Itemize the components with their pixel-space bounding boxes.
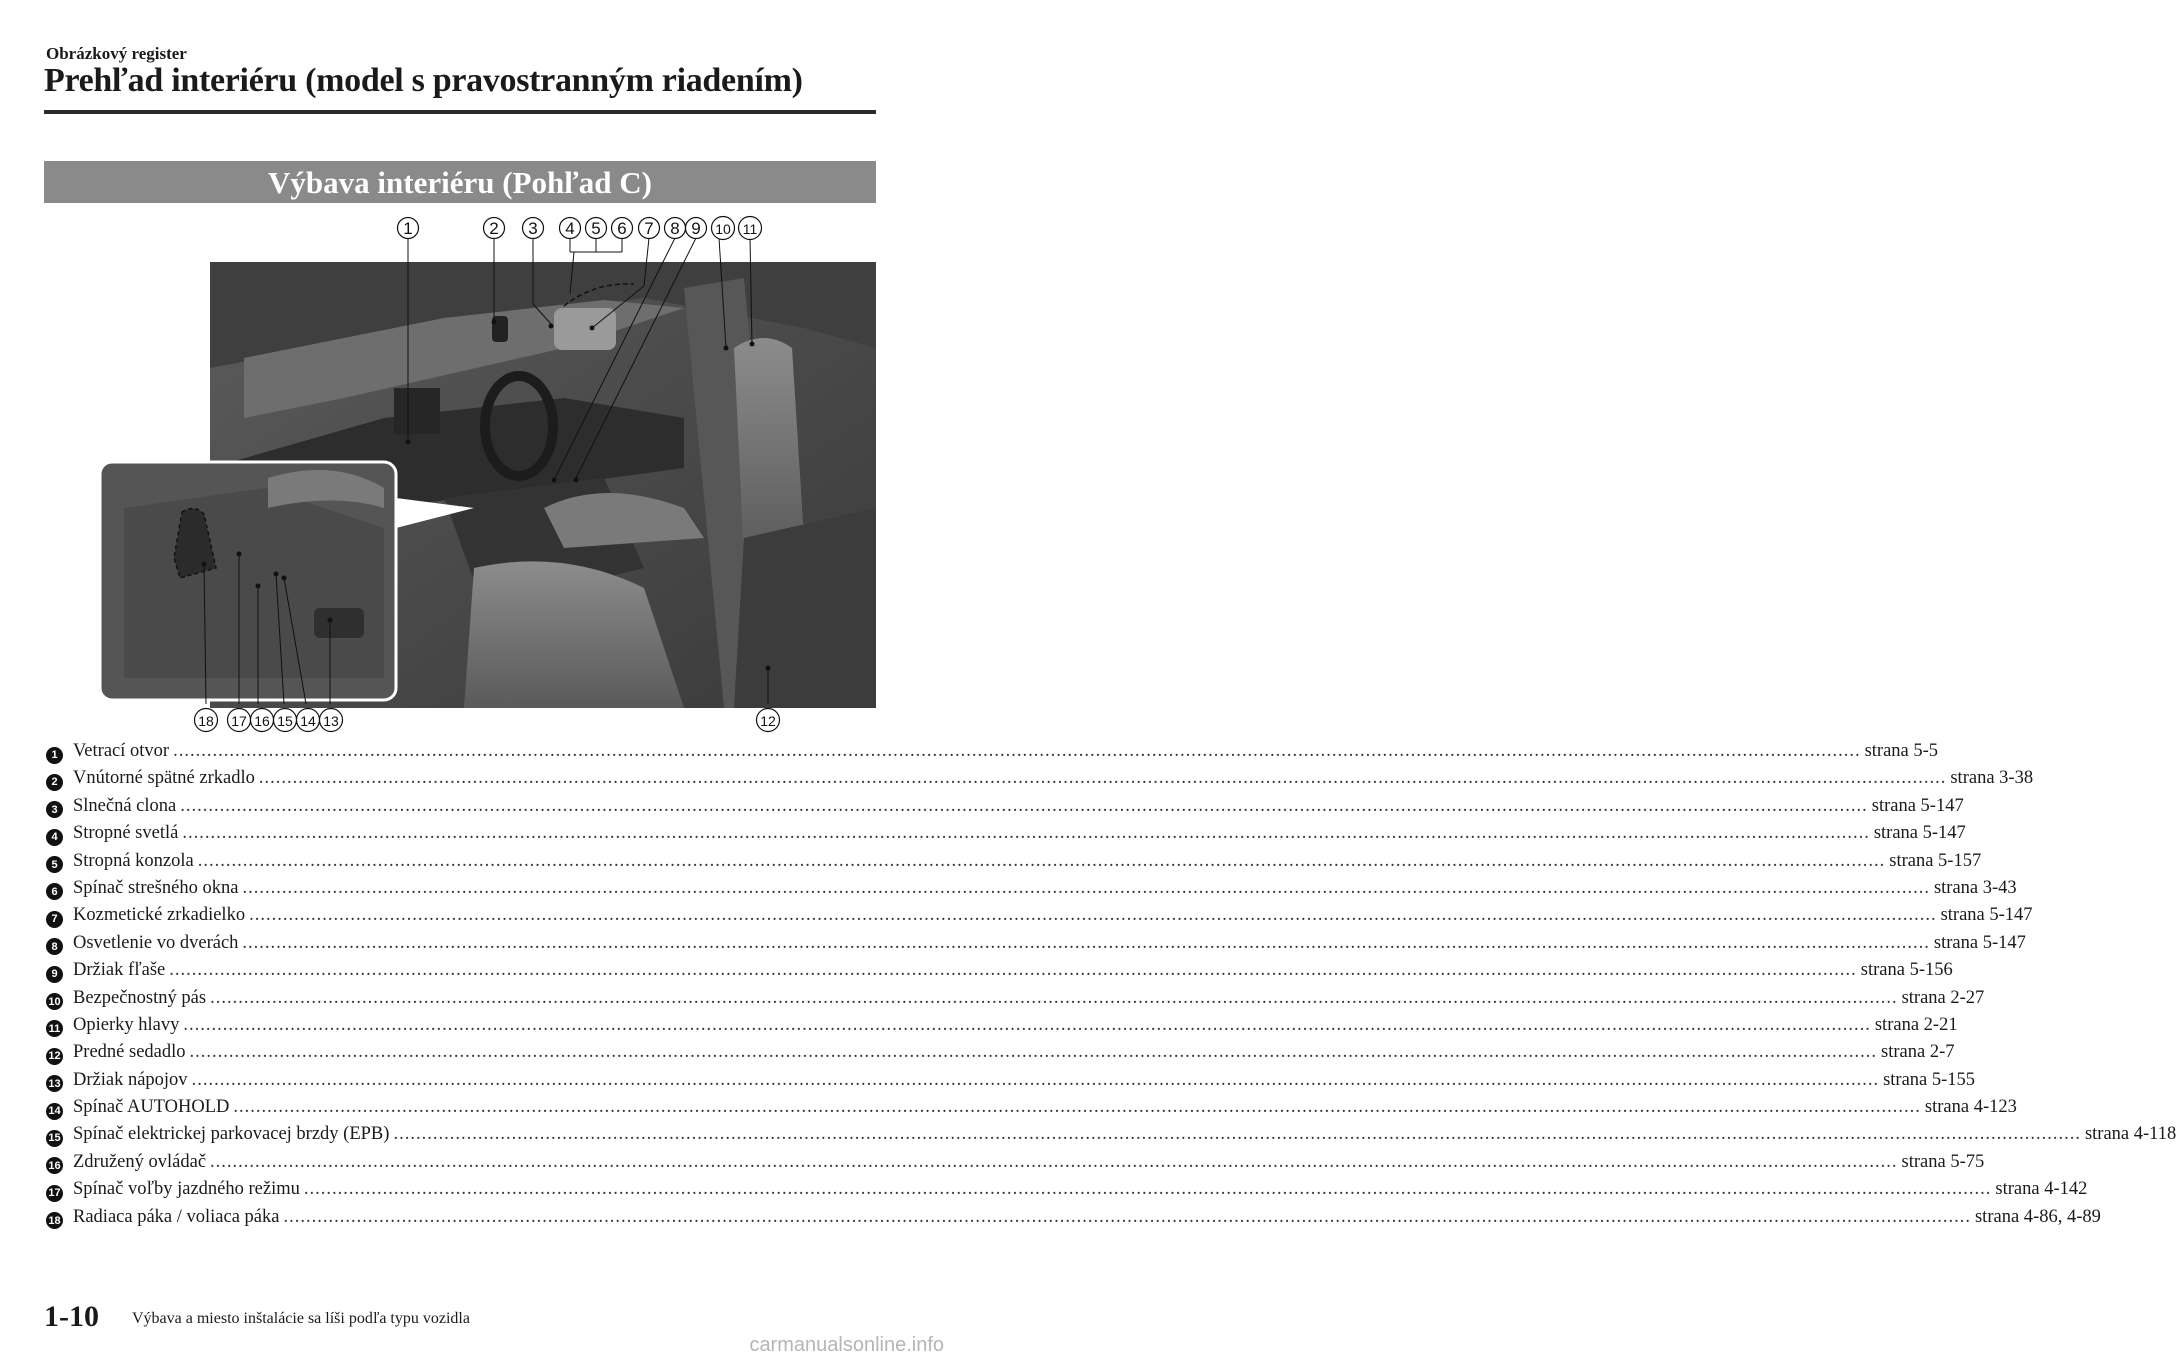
item-label: Držiak fľaše [73,960,166,981]
item-page-ref: strana 5-75 [1901,1151,1985,1172]
svg-text:8: 8 [670,219,680,238]
item-number-badge: 4 [46,829,63,846]
item-page-ref: strana 5-147 [1940,905,2033,926]
callout-9 [686,218,707,239]
dot-leader: ............................................................................................................................................................................................................................................................................................................ [169,960,1857,981]
callout-12 [757,709,780,732]
dot-leader: ............................................................................................................................................................................................................................................................................................................ [303,1179,1992,1200]
list-item [46,960,1953,987]
item-page-ref: strana 4-123 [1924,1097,2017,1118]
list-item [46,1151,1985,1179]
callout-8 [665,218,686,239]
dot-leader: ............................................................................................................................................................................................................................................................................................................ [189,1042,1878,1063]
svg-text:9: 9 [691,219,701,238]
item-label: Radiaca páka / voliaca páka [73,1206,280,1227]
callout-14 [297,709,320,732]
dot-leader: ............................................................................................................................................................................................................................................................................................................ [183,1014,1871,1035]
item-number-badge: 18 [46,1212,63,1229]
dot-leader: ............................................................................................................................................................................................................................................................................................................ [180,795,1868,816]
item-label: Stropná konzola [73,850,194,871]
front-seat-side [734,508,876,708]
item-number-badge: 9 [46,966,63,983]
page-number: 1-10 [44,1300,99,1333]
item-page-ref: strana 3-38 [1950,768,2034,789]
dot-leader: ............................................................................................................................................................................................................................................................................................................ [210,987,1898,1008]
interior-figure [44,208,876,738]
list-item [46,1042,1955,1069]
interior-illustration [44,208,876,738]
callout-16 [251,709,274,732]
callout-7 [639,218,660,239]
item-page-ref: strana 5-147 [1871,795,1964,816]
item-page-ref: strana 2-21 [1874,1014,1958,1035]
item-label: Osvetlenie vo dverách [73,932,239,953]
inset-console-surface [124,488,384,678]
callout-15 [274,709,297,732]
item-number-badge: 2 [46,774,63,791]
svg-text:17: 17 [231,713,247,729]
footer-note: Výbava a miesto inštalácie sa líši podľa typu vozidla [132,1310,470,1327]
sun-visor [554,308,616,350]
item-number-badge: 5 [46,856,63,873]
item-page-ref: strana 5-5 [1864,741,1939,761]
bottom-callouts [195,709,780,732]
item-number-badge: 17 [46,1185,63,1202]
callout-17 [228,709,251,732]
svg-text:14: 14 [300,713,316,729]
item-label: Kozmetické zrkadielko [73,905,246,926]
svg-text:4: 4 [565,219,575,238]
item-number-badge: 16 [46,1157,63,1174]
item-page-ref: strana 5-147 [1873,823,1966,844]
list-item [46,1069,1976,1097]
svg-text:12: 12 [760,713,776,729]
item-page-ref: strana 4-142 [1995,1179,2088,1200]
item-number-badge: 12 [46,1048,63,1065]
svg-text:15: 15 [277,713,293,729]
item-label: Držiak nápojov [73,1069,188,1090]
callout-4 [560,218,581,239]
list-item [46,932,2026,960]
callout-18 [195,709,218,732]
list-item [46,905,2033,932]
svg-text:18: 18 [198,713,214,729]
item-number-badge: 15 [46,1130,63,1147]
callout-11 [739,217,762,240]
center-display [394,388,440,434]
item-number-badge: 3 [46,801,63,818]
svg-text:7: 7 [644,219,654,238]
list-item [46,1014,1958,1042]
item-page-ref: strana 5-147 [1933,932,2026,953]
item-number-badge: 7 [46,911,63,928]
callout-3 [523,218,544,239]
dot-leader: ............................................................................................................................................................................................................................................................................................................ [210,1151,1898,1172]
item-label: Predné sedadlo [73,1042,186,1063]
item-page-ref: strana 2-27 [1901,987,1985,1008]
watermark: carmanualsonline.info [749,1334,944,1356]
list-item [46,1206,2101,1234]
item-page-ref: strana 5-157 [1889,850,1982,871]
dot-leader: ............................................................................................................................................................................................................................................................................................................ [242,932,1930,953]
callout-5 [586,218,607,239]
svg-text:5: 5 [591,219,601,238]
component-list [46,741,2176,1234]
item-number-badge: 11 [46,1020,63,1037]
list-item [46,768,2034,795]
section-label: Obrázkový register [46,44,187,63]
view-banner: Výbava interiéru (Pohľad C) [44,161,876,203]
item-label: Spínač voľby jazdného režimu [73,1179,300,1200]
item-label: Stropné svetlá [73,823,179,844]
dot-leader: ............................................................................................................................................................................................................................................................................................................ [283,1206,1971,1227]
item-number-badge: 10 [46,993,63,1010]
item-label: Spínač AUTOHOLD [73,1097,230,1118]
list-item [46,1097,2017,1124]
dot-leader: ............................................................................................................................................................................................................................................................................................................ [182,823,1870,844]
item-label: Vnútorné spätné zrkadlo [73,768,255,789]
dot-leader: ............................................................................................................................................................................................................................................................................................................ [233,1097,1921,1118]
dot-leader: ............................................................................................................................................................................................................................................................................................................ [191,1069,1880,1090]
item-page-ref: strana 3-43 [1933,877,2017,898]
item-number-badge: 8 [46,938,63,955]
item-number-badge: 6 [46,883,63,900]
item-label: Slnečná clona [73,795,177,816]
list-item [46,795,1964,823]
item-label: Spínač strešného okna [73,877,239,898]
callout-10 [712,217,735,240]
item-page-ref: strana 4-86, 4-89 [1974,1206,2101,1227]
item-page-ref: strana 4-118 [2084,1124,2176,1145]
svg-text:3: 3 [528,219,538,238]
list-item [46,741,1939,768]
svg-text:6: 6 [617,219,627,238]
list-item [46,1124,2176,1151]
dot-leader: ............................................................................................................................................................................................................................................................................................................ [258,768,1947,789]
item-label: Združený ovládač [73,1151,207,1172]
title-rule [44,110,876,114]
svg-text:11: 11 [742,221,758,237]
cup-holder [314,608,364,638]
item-label: Spínač elektrickej parkovacej brzdy (EPB) [73,1124,390,1145]
item-number-badge: 13 [46,1075,63,1092]
dot-leader: ............................................................................................................................................................................................................................................................................................................ [197,850,1886,871]
item-number-badge: 14 [46,1103,63,1120]
top-callouts [398,217,762,240]
list-item [46,1179,2088,1206]
item-label: Vetrací otvor [73,741,170,761]
item-page-ref: strana 5-155 [1883,1069,1976,1090]
item-page-ref: strana 5-156 [1860,960,1953,981]
item-number-badge: 1 [46,747,63,764]
callout-1 [398,218,419,239]
list-item [46,850,1982,878]
page-title: Prehľad interiéru (model s pravostranným riadením) [44,62,803,99]
dot-leader: ............................................................................................................................................................................................................................................................................................................ [173,741,1861,761]
dot-leader: ............................................................................................................................................................................................................................................................................................................ [242,877,1930,898]
svg-text:10: 10 [715,221,731,237]
dot-leader: ............................................................................................................................................................................................................................................................................................................ [393,1124,2081,1145]
svg-text:16: 16 [254,713,270,729]
item-label: Bezpečnostný pás [73,987,207,1008]
list-item [46,987,1985,1015]
callout-2 [484,218,505,239]
list-item [46,877,2017,905]
list-item [46,823,1966,850]
svg-text:2: 2 [489,219,499,238]
svg-text:1: 1 [403,219,413,238]
item-page-ref: strana 2-7 [1881,1042,1955,1063]
dot-leader: ............................................................................................................................................................................................................................................................................................................ [249,905,1937,926]
svg-text:13: 13 [323,713,339,729]
callout-13 [320,709,343,732]
callout-6 [612,218,633,239]
item-label: Opierky hlavy [73,1014,180,1035]
